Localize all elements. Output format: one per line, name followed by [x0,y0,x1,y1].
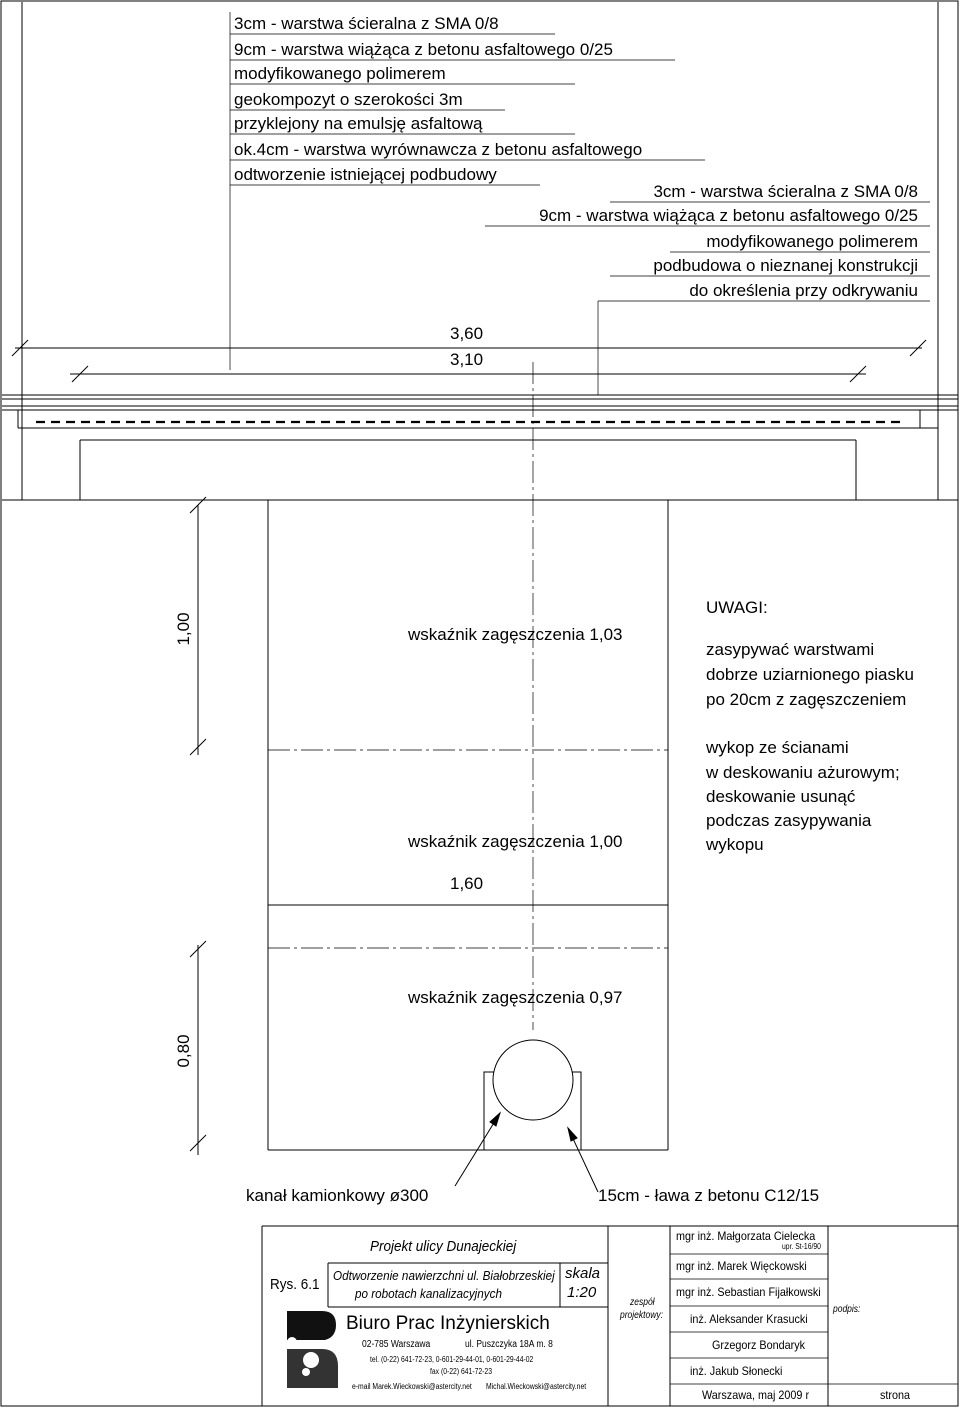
project-title: Projekt ulicy Dunajeckiej [370,1238,517,1255]
signature-label: podpis: [833,1304,861,1315]
layer-label: geokompozyt o szerokości 3m [234,90,463,109]
team-member: mgr inż. Marek Więckowski [676,1259,807,1273]
bedding-leader-arrow [568,1128,577,1141]
clay-sewer-pipe [493,1040,573,1120]
compaction-upper: wskaźnik zagęszczenia 1,03 [408,625,623,644]
team-member: inż. Aleksander Krasucki [690,1312,808,1326]
team-member: inż. Jakub Słonecki [690,1364,783,1378]
layer-label: ok.4cm - warstwa wyrównawcza z betonu asfaltowego [234,140,643,159]
team-member: mgr inż. Sebastian Fijałkowski [676,1285,821,1299]
company-zip: 02-785 Warszawa [362,1339,431,1350]
company-name: Biuro Prac Inżynierskich [346,1313,550,1334]
note-line: w deskowaniu ażurowym; [706,763,900,782]
notes-heading: UWAGI: [706,598,768,617]
company-email: Michal.Wieckowski@astercity.net [486,1382,587,1391]
layer-label: 3cm - warstwa ścieralna z SMA 0/8 [653,182,918,201]
layer-label: 9cm - warstwa wiążąca z betonu asfaltowego 0/25 [539,206,918,225]
scale-value: 1:20 [567,1284,597,1301]
note-line: wykop ze ścianami [706,738,849,757]
layer-label: modyfikowanego polimerem [706,232,918,251]
note-line: po 20cm z zagęszczeniem [706,690,907,709]
layer-label: do określenia przy odkrywaniu [689,281,918,300]
layer-label: przyklejony na emulsję asfaltową [234,114,483,133]
compaction-lower: wskaźnik zagęszczenia 0,97 [408,988,623,1007]
company-logo [287,1311,338,1388]
page-label: strona [880,1388,911,1402]
note-line: deskowanie usunąć [706,787,856,806]
bedding-callout: 15cm - ława z betonu C12/15 [598,1186,820,1205]
team-member: Grzegorz Bondaryk [712,1338,806,1352]
company-phone: tel. (0-22) 641-72-23, 0-601-29-44-01, 0-601-29-44-02 [370,1355,534,1364]
compaction-middle: wskaźnik zagęszczenia 1,00 [408,832,623,851]
dim-label-360: 3,60 [450,324,484,343]
note-line: podczas zasypywania [706,811,872,830]
figure-number: Rys. 6.1 [270,1276,320,1293]
company-email: e-mail Marek.Wieckowski@astercity.net [352,1382,472,1391]
layer-label: 3cm - warstwa ścieralna z SMA 0/8 [234,14,499,33]
layer-label: odtworzenie istniejącej podbudowy [234,165,497,184]
pipe-callout: kanał kamionkowy ø300 [246,1186,429,1205]
scale-label: skala [565,1265,601,1282]
team-label: zespół [630,1297,655,1308]
team-label: projektowy: [620,1310,663,1321]
company-street: ul. Puszczyka 18A m. 8 [465,1339,553,1350]
dim-label-310: 3,10 [450,350,484,369]
license-number: upr. St-16/90 [782,1242,821,1251]
dim-label-100: 1,00 [174,612,193,646]
layer-label: 9cm - warstwa wiążąca z betonu asfaltowego 0/25 [234,40,613,59]
layer-label: modyfikowanego polimerem [234,64,446,83]
team-member: mgr inż. Małgorzata Cielecka [676,1229,816,1243]
dim-label-080: 0,80 [174,1034,193,1068]
dim-label-160: 1,60 [450,874,484,893]
subject-line: po robotach kanalizacyjnych [355,1286,502,1301]
pipe-leader-arrow [490,1113,500,1126]
subject-line: Odtworzenie nawierzchni ul. Białobrzeskiej [333,1268,555,1283]
drawing-date: Warszawa, maj 2009 r [702,1388,810,1402]
note-line: wykopu [706,835,764,854]
note-line: dobrze uziarnionego piasku [706,665,914,684]
layer-label: podbudowa o nieznanej konstrukcji [653,256,918,275]
company-fax: fax (0-22) 641-72-23 [430,1367,492,1376]
note-line: zasypywać warstwami [706,640,875,659]
